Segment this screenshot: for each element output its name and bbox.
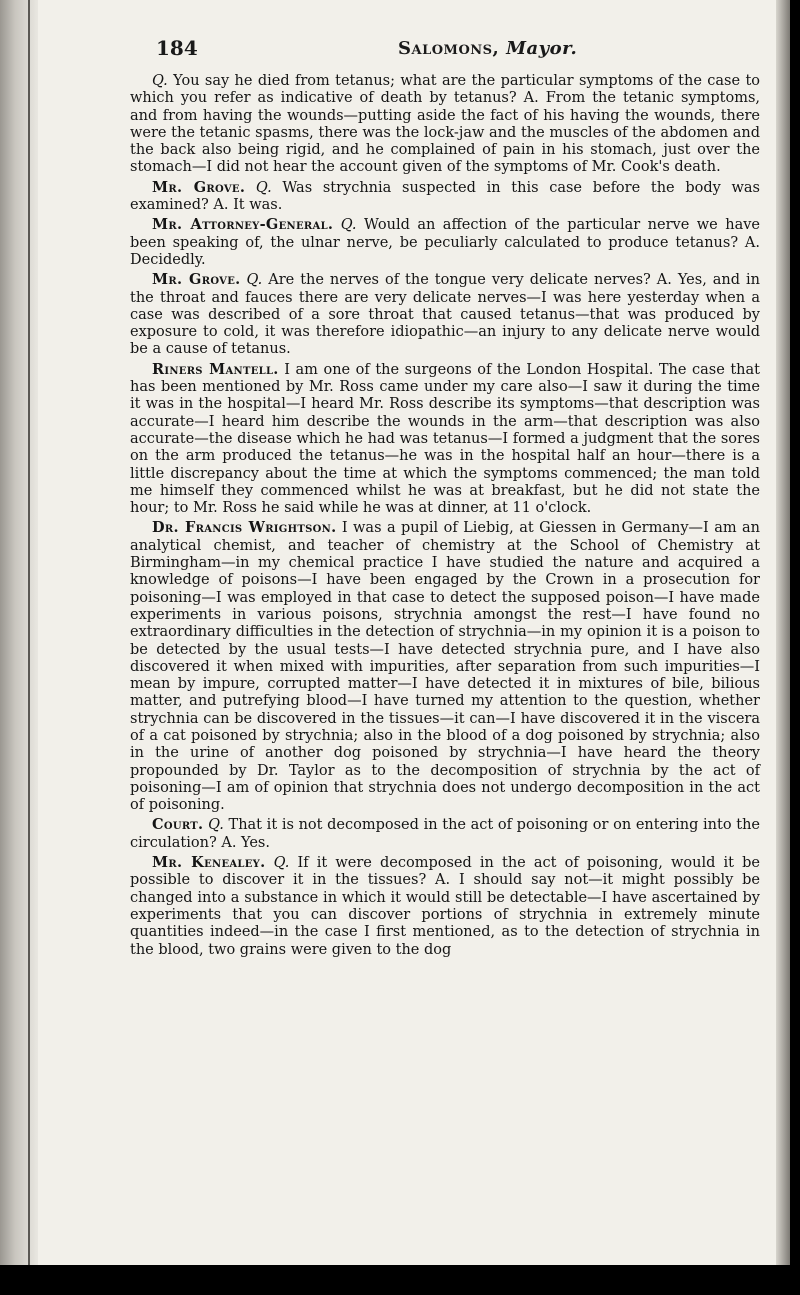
speaker-name: Riners Mantell. bbox=[152, 360, 279, 378]
question-label: Q. bbox=[273, 855, 290, 872]
speaker-name: Mr. Grove. bbox=[152, 271, 241, 289]
question-label: Q. bbox=[208, 817, 224, 834]
speaker-name: Court. bbox=[152, 816, 204, 834]
speaker-name: Mr. Grove. bbox=[152, 178, 246, 196]
page-edge-shadow bbox=[776, 0, 790, 1265]
scan-border bbox=[0, 1265, 800, 1295]
speaker-name: Dr. Francis Wrightson. bbox=[152, 519, 337, 537]
paragraph bbox=[130, 271, 760, 358]
paragraph-text: I am one of the surgeons of the London Hospital. The case that has been mentioned by Mr. Ross came under my care also—I saw it during the time it was in the hospital—I heard Mr. Ross describe its symptoms—that description was accurate—I heard him describe the wounds in the arm—that description was also accurate—the disease which he had was tetanus—I formed a judgment that the sores on the arm produced the tetanus—he was in the hospital half an hour—there is a little discrepancy about the time at which the symptoms commenced; the man told me himself they commenced whilst he was at breakfast, but he did not state the hour; to Mr. Ross he said while he was at dinner, at 11 o'clock. bbox=[130, 361, 760, 517]
body-text bbox=[130, 72, 760, 961]
running-head bbox=[156, 36, 761, 66]
paragraph-text: If it were decomposed in the act of poisoning, would it be possible to discover it in the tissues? A. I should say not—it might possibly be changed into a substance in which it would still be detectable—I have ascertained by experiments that you can discover portions of strychnia in extremely minute quantities indeed—in the case I first mentioned, as to the detection of strychnia in the blood, two grains were given to the dog bbox=[130, 855, 760, 958]
page-number: 184 bbox=[156, 36, 198, 60]
binding-line bbox=[28, 0, 30, 1265]
paragraph bbox=[130, 854, 760, 959]
paragraph bbox=[130, 816, 760, 852]
paragraph-text: You say he died from tetanus; what are the particular symptoms of the case to which you refer as indicative of death by tetanus? A. From the tetanic symptoms, and from having the wounds—putting aside the fact of his having the wounds, there were the tetanic spasms, there was the lock-jaw and the muscles of the abdomen and the back also being rigid, and he complained of pain in his stomach, just over the stomach—I did not hear the account given of the symptoms of Mr. Cook's death. bbox=[130, 73, 760, 176]
paragraph bbox=[130, 72, 760, 177]
paragraph bbox=[130, 519, 760, 814]
question-label: Q. bbox=[340, 217, 357, 234]
running-title-name: Salomons, bbox=[398, 38, 500, 59]
running-title bbox=[398, 38, 577, 59]
speaker-name: Mr. Attorney-General. bbox=[152, 216, 334, 234]
running-title-role: Mayor. bbox=[506, 38, 578, 59]
paragraph-text: I was a pupil of Liebig, at Giessen in Germany—I am an analytical chemist, and teacher of chemistry at the School of Chemistry at Birmingham—in my chemical practice I have studied the nature and acquired a knowledge of poisons—I have been engaged by the Crown in a prosecution for poisoning—I was employed in that case to detect the supposed poison—I have made experiments in various poisons, strychnia amongst the rest—I have found no extraordinary difficulties in the detection of strychnia—in my opinion it is a poison to be detected by the usual tests—I have detected strychnia pure, and I have also discovered it when mixed with impurities, after separation from such impurities—I mean by impure, corrupted matter—I have detected it in mixtures of bile, bilious matter, and putrefying blood—I have turned my attention to the question, whether strychnia can be discovered in the tissues—it can—I have discovered it in the viscera of a cat poisoned by strychnia; also in the blood of a dog poisoned by strychnia; also in the urine of another dog poisoned by strychnia—I have heard the theory propounded by Dr. Taylor as to the decomposition of strychnia by the act of poisoning—I am of opinion that strychnia does not undergo decomposition in the act of poisoning. bbox=[130, 520, 760, 814]
paragraph bbox=[130, 361, 760, 518]
binding-gutter bbox=[0, 0, 38, 1265]
paragraph bbox=[130, 179, 760, 215]
paragraph-text: Are the nerves of the tongue very delicate nerves? A. Yes, and in the throat and fauces there are very delicate nerves—I was here yesterday when a case was described of a sore throat that caused tetanus—that was produced by exposure to cold, it was therefore idiopathic—an injury to any delicate nerve would be a cause of tetanus. bbox=[130, 272, 761, 358]
paragraph-text: Would an affection of the particular nerve we have been speaking of, the ulnar nerve, be peculiarly calculated to produce tetanus? A. Decidedly. bbox=[130, 217, 760, 268]
paragraph-text: That it is not decomposed in the act of poisoning or on entering into the circulation? A. Yes. bbox=[130, 817, 760, 851]
speaker-name: Mr. Kenealey. bbox=[152, 854, 266, 872]
question-label: Q. bbox=[255, 179, 272, 196]
question-label: Q. bbox=[246, 272, 263, 289]
paragraph bbox=[130, 216, 760, 269]
paragraph-text: Was strychnia suspected in this case before the body was examined? A. It was. bbox=[130, 179, 761, 214]
question-label: Q. bbox=[152, 73, 168, 89]
